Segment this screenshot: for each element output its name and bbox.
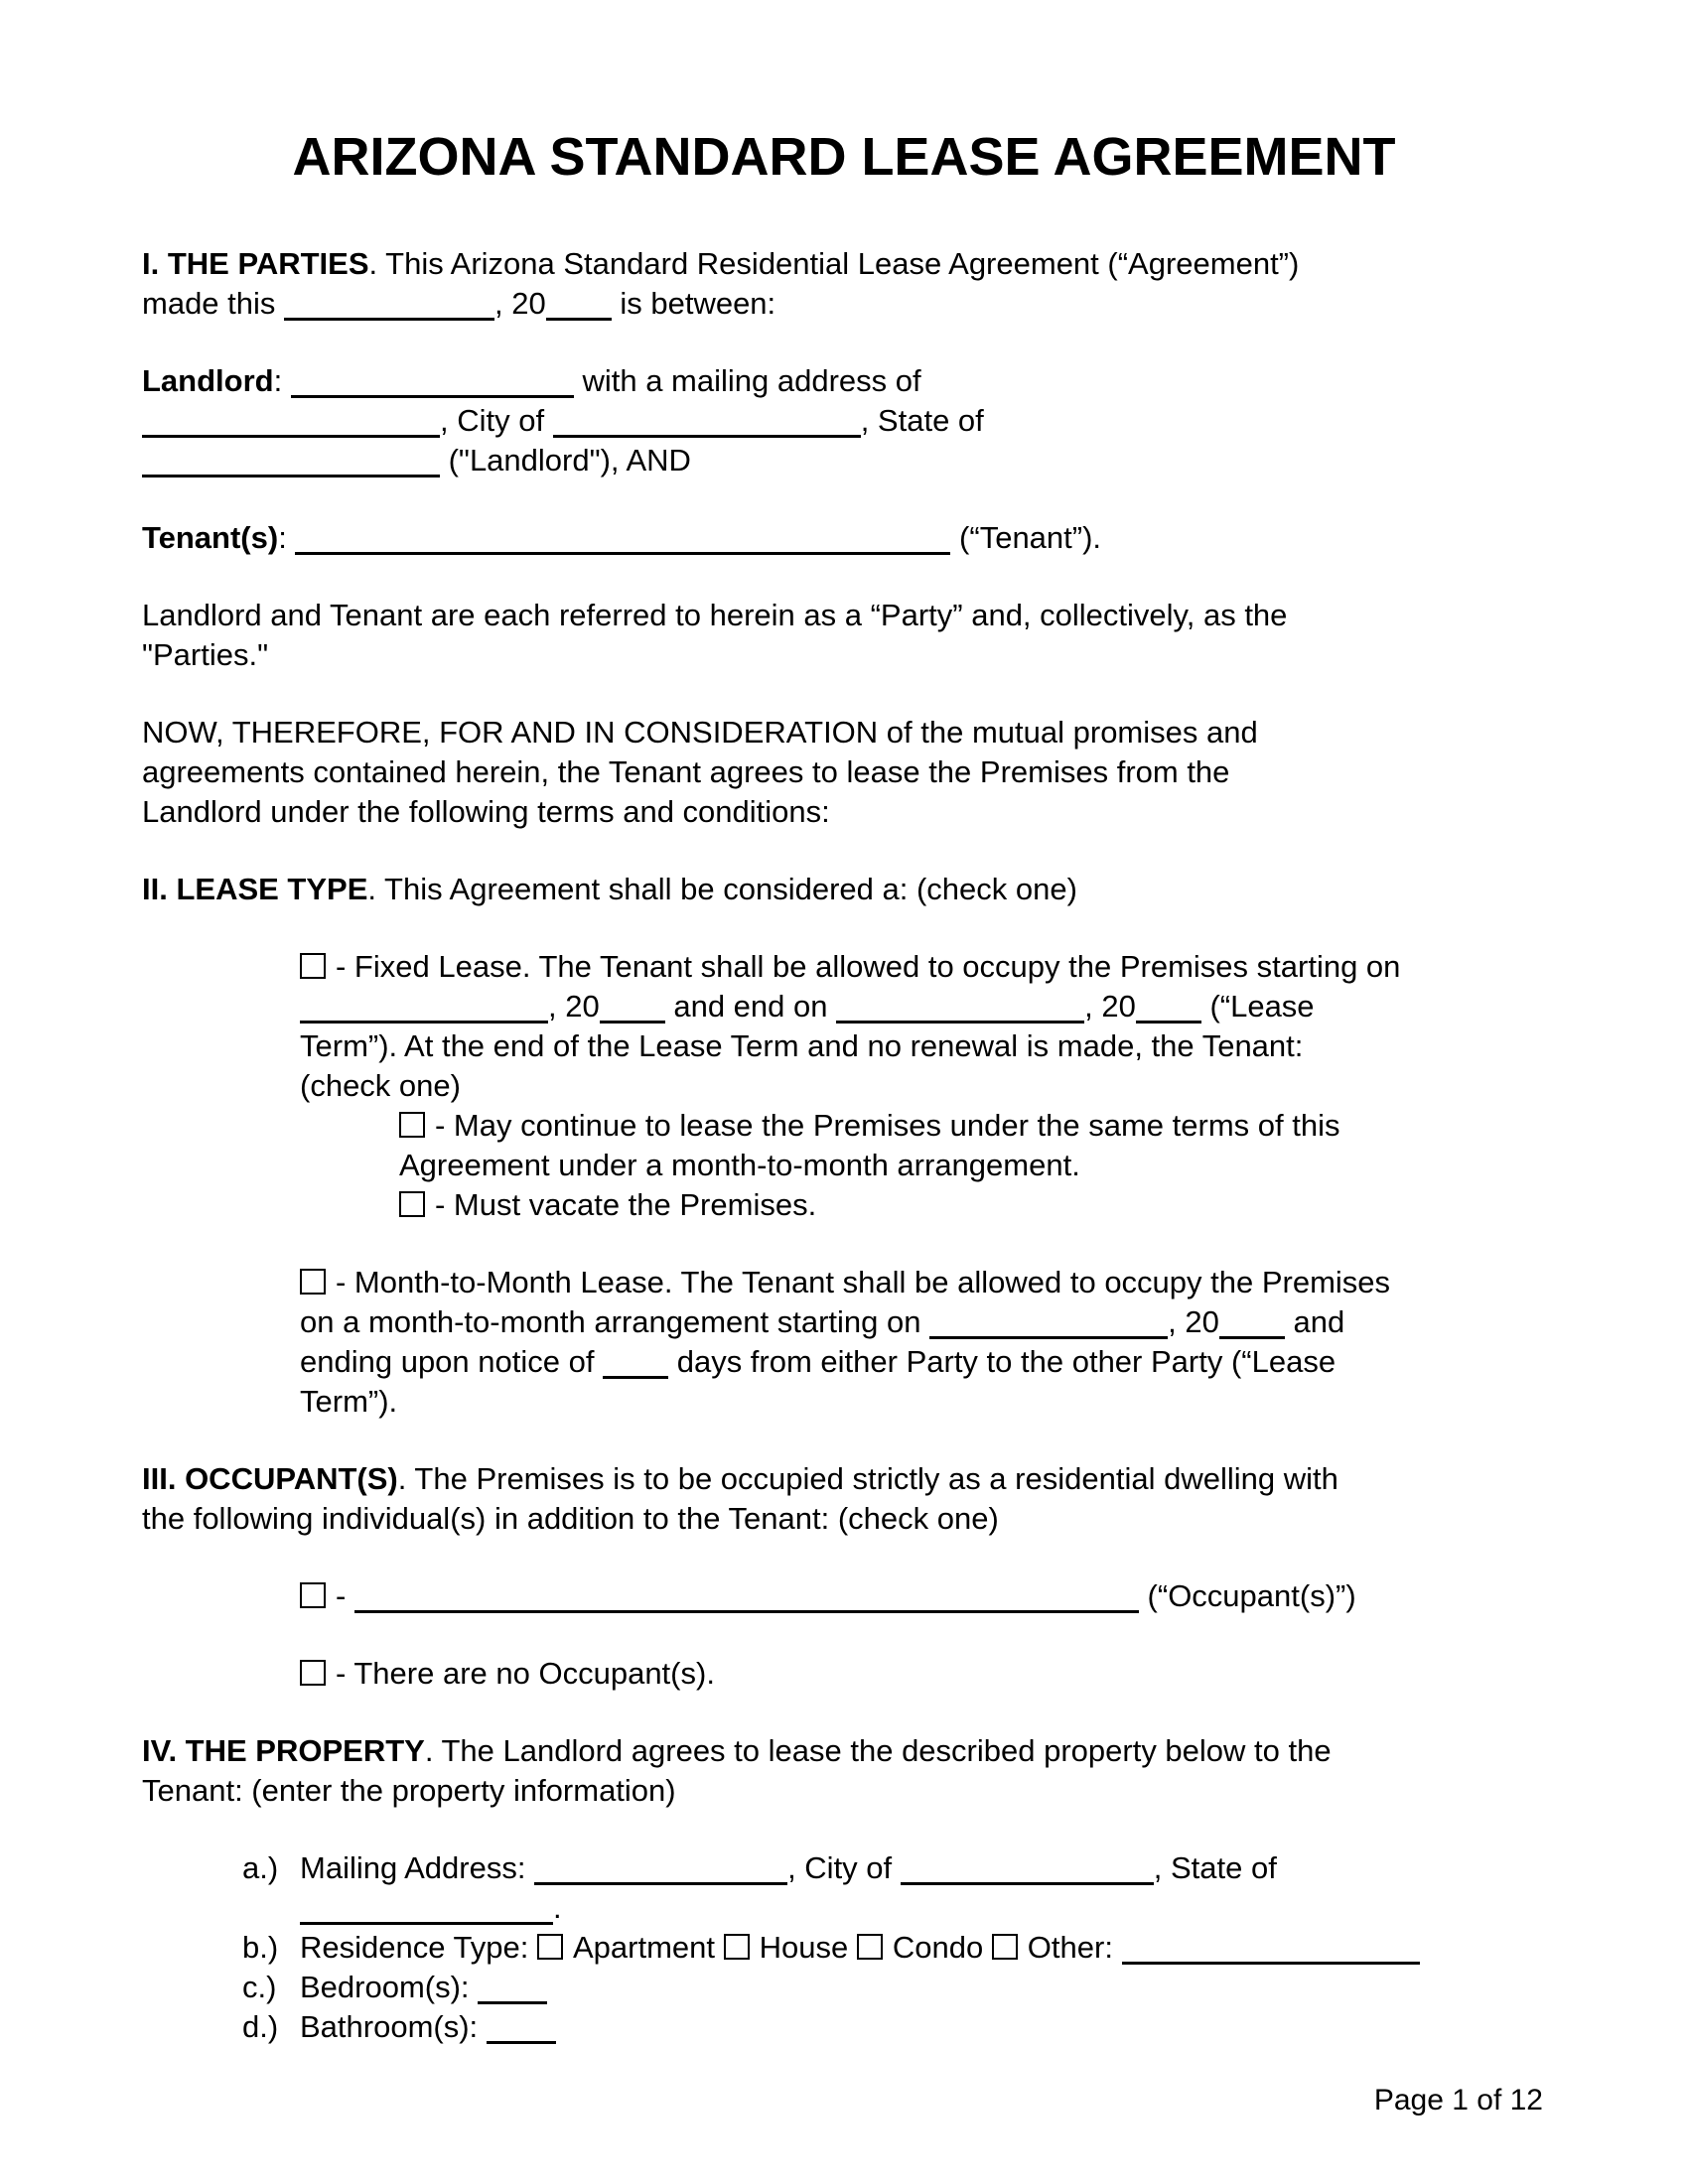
text: Mailing Address: [300, 1850, 535, 1885]
landlord-clause [142, 361, 1546, 480]
text: - Fixed Lease. The Tenant shall be allowed to occupy the Premises starting on [336, 949, 1401, 984]
text: the following individual(s) in addition to the Tenant: (check one) [142, 1501, 999, 1536]
text: (“Lease [1200, 989, 1315, 1024]
document-line [142, 596, 1546, 635]
list-marker: c.) [242, 1970, 277, 2004]
document-line [142, 870, 1546, 909]
tenant-clause [142, 518, 1546, 558]
text: and end on [664, 989, 837, 1024]
bold-text: III. OCCUPANT(S) [142, 1461, 398, 1496]
blank-field[interactable] [929, 1324, 1168, 1339]
text: . This Arizona Standard Residential Lease Agreement (“Agreement”) [368, 246, 1300, 281]
blank-field[interactable] [534, 1870, 787, 1885]
checkbox[interactable] [300, 1582, 326, 1608]
document-title: ARIZONA STANDARD LEASE AGREEMENT [292, 127, 1396, 187]
text: . [553, 1890, 562, 1925]
blank-field[interactable] [901, 1870, 1154, 1885]
text: House [759, 1930, 857, 1965]
document-line [300, 1848, 1546, 1888]
text: Condo [892, 1930, 992, 1965]
document-line [300, 1576, 1546, 1616]
property-bathrooms [242, 2007, 1546, 2047]
text: Bedroom(s): [300, 1970, 479, 2004]
checkbox[interactable] [399, 1191, 425, 1217]
blank-field[interactable] [553, 423, 861, 438]
property-bedrooms [242, 1968, 1546, 2007]
text: made this [142, 286, 285, 321]
section-iii-occupants [142, 1459, 1546, 1539]
checkbox[interactable] [399, 1112, 425, 1138]
document-line [142, 1771, 1546, 1811]
list-marker: a.) [242, 1850, 279, 1885]
checkbox[interactable] [992, 1934, 1018, 1960]
text: ending upon notice of [300, 1344, 604, 1379]
blank-field[interactable] [284, 306, 494, 321]
text: (“Occupant(s)”) [1138, 1578, 1356, 1613]
text: (“Tenant”). [950, 520, 1102, 555]
document-line [300, 987, 1546, 1026]
text: . The Premises is to be occupied strictly as a residential dwelling with [397, 1461, 1338, 1496]
blank-field[interactable] [142, 463, 440, 478]
text: . The Landlord agrees to lease the described property below to the [424, 1733, 1332, 1768]
text: "Parties." [142, 637, 269, 672]
document-line [142, 752, 1546, 792]
blank-field[interactable] [1136, 1009, 1201, 1024]
text: Landlord under the following terms and conditions: [142, 794, 830, 829]
blank-field[interactable] [1122, 1950, 1420, 1965]
bold-text: II. LEASE TYPE [142, 872, 368, 906]
document-line [300, 1066, 1546, 1106]
text: - Month-to-Month Lease. The Tenant shall be allowed to occupy the Premises [336, 1265, 1391, 1299]
document-line [300, 1382, 1546, 1422]
text: Tenant: (enter the property information) [142, 1773, 676, 1808]
document-line [300, 2007, 1546, 2047]
document-line [142, 1731, 1546, 1771]
document-line [142, 244, 1546, 284]
page-number: Page 1 of 12 [1373, 2084, 1543, 2116]
text: , 20 [494, 286, 546, 321]
document-line [142, 361, 1546, 401]
no-occupants-option [300, 1654, 1546, 1694]
text: , 20 [548, 989, 600, 1024]
text: - Must vacate the Premises. [435, 1187, 817, 1222]
text: Residence Type: [300, 1930, 537, 1965]
checkbox[interactable] [300, 1269, 326, 1295]
text: on a month-to-month arrangement starting on [300, 1304, 930, 1339]
blank-field[interactable] [295, 540, 950, 555]
bold-text: Tenant(s) [142, 520, 279, 555]
property-residence-type [242, 1928, 1546, 1968]
text: , State of [1153, 1850, 1277, 1885]
text: , City of [787, 1850, 901, 1885]
blank-field[interactable] [300, 1009, 548, 1024]
parties-clause [142, 596, 1546, 675]
text: - May continue to lease the Premises under the same terms of this [435, 1108, 1340, 1143]
text: (check one) [300, 1068, 461, 1103]
document-line [300, 1026, 1546, 1066]
text: Apartment [572, 1930, 724, 1965]
document-line [300, 1302, 1546, 1342]
document-line [142, 518, 1546, 558]
text: agreements contained herein, the Tenant agrees to lease the Premises from the [142, 754, 1230, 789]
document-line [300, 1968, 1546, 2007]
checkbox[interactable] [537, 1934, 563, 1960]
blank-field[interactable] [142, 423, 440, 438]
text: Term”). At the end of the Lease Term and no renewal is made, the Tenant: [300, 1028, 1304, 1063]
text: ("Landlord"), AND [440, 443, 691, 478]
consideration-clause [142, 713, 1546, 832]
text: , State of [860, 403, 984, 438]
blank-field[interactable] [478, 1989, 547, 2004]
document-line [300, 1263, 1546, 1302]
document-line [142, 635, 1546, 675]
text: , 20 [1084, 989, 1136, 1024]
text: Bathroom(s): [300, 2009, 487, 2044]
checkbox[interactable] [724, 1934, 750, 1960]
section-iv-the-property [142, 1731, 1546, 1811]
list-marker: d.) [242, 2009, 279, 2044]
fixed-lease-option [300, 947, 1546, 1106]
text: Landlord and Tenant are each referred to herein as a “Party” and, collectively, as the [142, 598, 1288, 632]
occupants-names-option [300, 1576, 1546, 1616]
document-line [142, 713, 1546, 752]
fixed-lease-sub-options [399, 1106, 1546, 1225]
checkbox[interactable] [300, 1660, 326, 1686]
document-line [142, 401, 1546, 441]
checkbox[interactable] [300, 953, 326, 979]
blank-field[interactable] [291, 383, 574, 398]
blank-field[interactable] [600, 1009, 665, 1024]
document-line [300, 1888, 1546, 1928]
document-line [142, 1499, 1546, 1539]
text: Term”). [300, 1384, 398, 1419]
document-line [142, 792, 1546, 832]
section-ii-lease-type [142, 870, 1546, 909]
document-line [142, 1459, 1546, 1499]
blank-field[interactable] [546, 306, 612, 321]
document-line [300, 1654, 1546, 1694]
text: . This Agreement shall be considered a: (check one) [367, 872, 1077, 906]
text: : [278, 520, 296, 555]
property-mailing-address [242, 1848, 1546, 1928]
bold-text: IV. THE PROPERTY [142, 1733, 425, 1768]
text: NOW, THEREFORE, FOR AND IN CONSIDERATION of the mutual promises and [142, 715, 1258, 750]
document-line [399, 1185, 1546, 1225]
text: , 20 [1168, 1304, 1219, 1339]
blank-field[interactable] [300, 1910, 553, 1925]
document-line [399, 1106, 1546, 1146]
blank-field[interactable] [603, 1364, 668, 1379]
section-i-the-parties [142, 244, 1546, 324]
document-line [142, 284, 1546, 324]
document-body [142, 244, 1546, 2047]
blank-field[interactable] [836, 1009, 1084, 1024]
text: Other: [1027, 1930, 1122, 1965]
text: Agreement under a month-to-month arrangement. [399, 1148, 1080, 1182]
document-line [300, 1928, 1546, 1968]
text: and [1284, 1304, 1345, 1339]
blank-field[interactable] [354, 1598, 1139, 1613]
checkbox[interactable] [857, 1934, 883, 1960]
document-line [142, 441, 1546, 480]
text: days from either Party to the other Party (“Lease [668, 1344, 1336, 1379]
list-marker: b.) [242, 1930, 279, 1965]
blank-field[interactable] [487, 2029, 556, 2044]
text: with a mailing address of [573, 363, 921, 398]
text: , City of [440, 403, 553, 438]
document-line [399, 1146, 1546, 1185]
document-line [300, 1342, 1546, 1382]
bold-text: I. THE PARTIES [142, 246, 369, 281]
month-to-month-option [300, 1263, 1546, 1422]
document-line [300, 947, 1546, 987]
text: is between: [611, 286, 776, 321]
blank-field[interactable] [1219, 1324, 1285, 1339]
text: : [273, 363, 291, 398]
text: - There are no Occupant(s). [336, 1656, 715, 1691]
bold-text: Landlord [142, 363, 274, 398]
text: - [336, 1578, 354, 1613]
